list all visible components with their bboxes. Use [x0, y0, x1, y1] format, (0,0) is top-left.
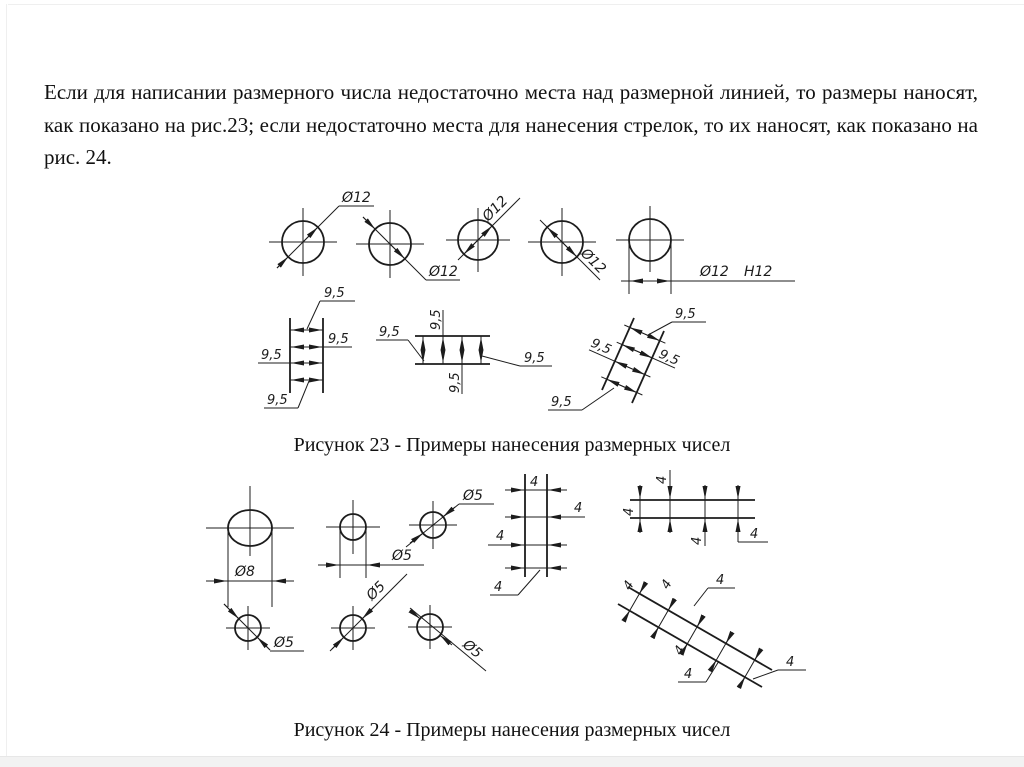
dim-label-95-rotated: 9,5 [429, 309, 444, 330]
dim-label-95: 9,5 [261, 348, 282, 363]
dim-label-4: 4 [494, 580, 503, 595]
dim-label-d12: Ø12 [429, 264, 458, 280]
fig24-circle-d8 [206, 486, 294, 607]
fig24-parallel-horizontal-example [622, 470, 768, 546]
dim-label-95-rotated: 9,5 [588, 335, 614, 359]
dim-label-4: 4 [496, 529, 505, 544]
dim-label-d5: Ø5 [463, 488, 483, 504]
dim-label-4: 4 [574, 501, 583, 516]
fig24-circle-d5-rotated-up [330, 574, 407, 651]
dim-label-95: 9,5 [328, 332, 349, 347]
fig24-circle-d5-extension [318, 500, 424, 578]
slide-footer-bar [0, 756, 1024, 767]
dim-label-4: 4 [786, 655, 795, 670]
dim-label-95: 9,5 [524, 351, 545, 366]
figure-24-caption: Рисунок 24 - Примеры нанесения размерных чисел [293, 719, 731, 741]
dim-label-4-rotated: 4 [655, 475, 670, 484]
dim-label-d8: Ø8 [235, 564, 255, 580]
dim-label-4: 4 [750, 527, 759, 542]
fig23-circle-1 [269, 190, 374, 276]
dim-label-4-rotated: 4 [622, 507, 637, 516]
fig23-circle-5 [616, 206, 795, 294]
dim-label-d12-rotated: Ø12 [479, 193, 512, 225]
dim-label-d5: Ø5 [274, 635, 294, 651]
dim-label-d12: Ø12 [700, 264, 729, 280]
dim-label-d5: Ø5 [392, 548, 412, 564]
dim-label-95: 9,5 [675, 307, 696, 322]
dim-label-95-rotated: 9,5 [656, 346, 682, 370]
dim-label-95-rotated: 9,5 [448, 372, 463, 393]
dim-label-d5-rotated: Ø5 [363, 578, 389, 604]
dim-label-d12-rotated: Ø12 [577, 245, 609, 278]
fig23-circle-3 [446, 193, 520, 272]
dim-label-95: 9,5 [267, 393, 288, 408]
dim-label-4-rotated: 4 [671, 643, 689, 658]
dim-label-d12: Ø12 [342, 190, 371, 206]
dim-label-95: 9,5 [379, 325, 400, 340]
dim-label-4-rotated: 4 [690, 536, 705, 545]
figure-23-caption: Рисунок 23 - Примеры нанесения размерных чисел [293, 434, 731, 456]
fig23-parallel-inclined-example [548, 307, 706, 410]
figure-23-drawing [258, 190, 795, 410]
fig23-circle-2 [356, 210, 460, 280]
dim-label-h12: H12 [744, 264, 773, 280]
fig24-circle-d5-leader-down [224, 604, 304, 651]
fig24-parallel-inclined-example [618, 573, 806, 688]
fig24-parallel-vertical-example [488, 474, 585, 595]
intro-paragraph: Если для написании размерного числа недостаточно места над размерной линией, то размеры наносят, как показано на рис.23; если недостаточно места для нанесения стрелок, то их наносят, как показано на рис. 24. [44, 80, 978, 169]
figure-24-drawing [206, 470, 806, 688]
dim-label-4: 4 [684, 667, 693, 682]
fig23-circle-4 [528, 208, 609, 280]
dim-label-95: 9,5 [551, 395, 572, 410]
fig23-parallel-vertical-example [258, 286, 355, 408]
dim-label-95: 9,5 [324, 286, 345, 301]
dim-label-4-rotated: 4 [658, 577, 676, 592]
dim-label-d5-rotated: Ø5 [459, 636, 485, 662]
dim-label-4: 4 [716, 573, 725, 588]
fig24-circle-d5-leader-up [406, 488, 494, 549]
fig24-circle-d5-rotated-down [408, 605, 486, 671]
dim-label-4-rotated: 4 [620, 578, 638, 593]
fig23-parallel-horizontal-example [376, 309, 552, 394]
dim-label-4: 4 [530, 475, 539, 490]
